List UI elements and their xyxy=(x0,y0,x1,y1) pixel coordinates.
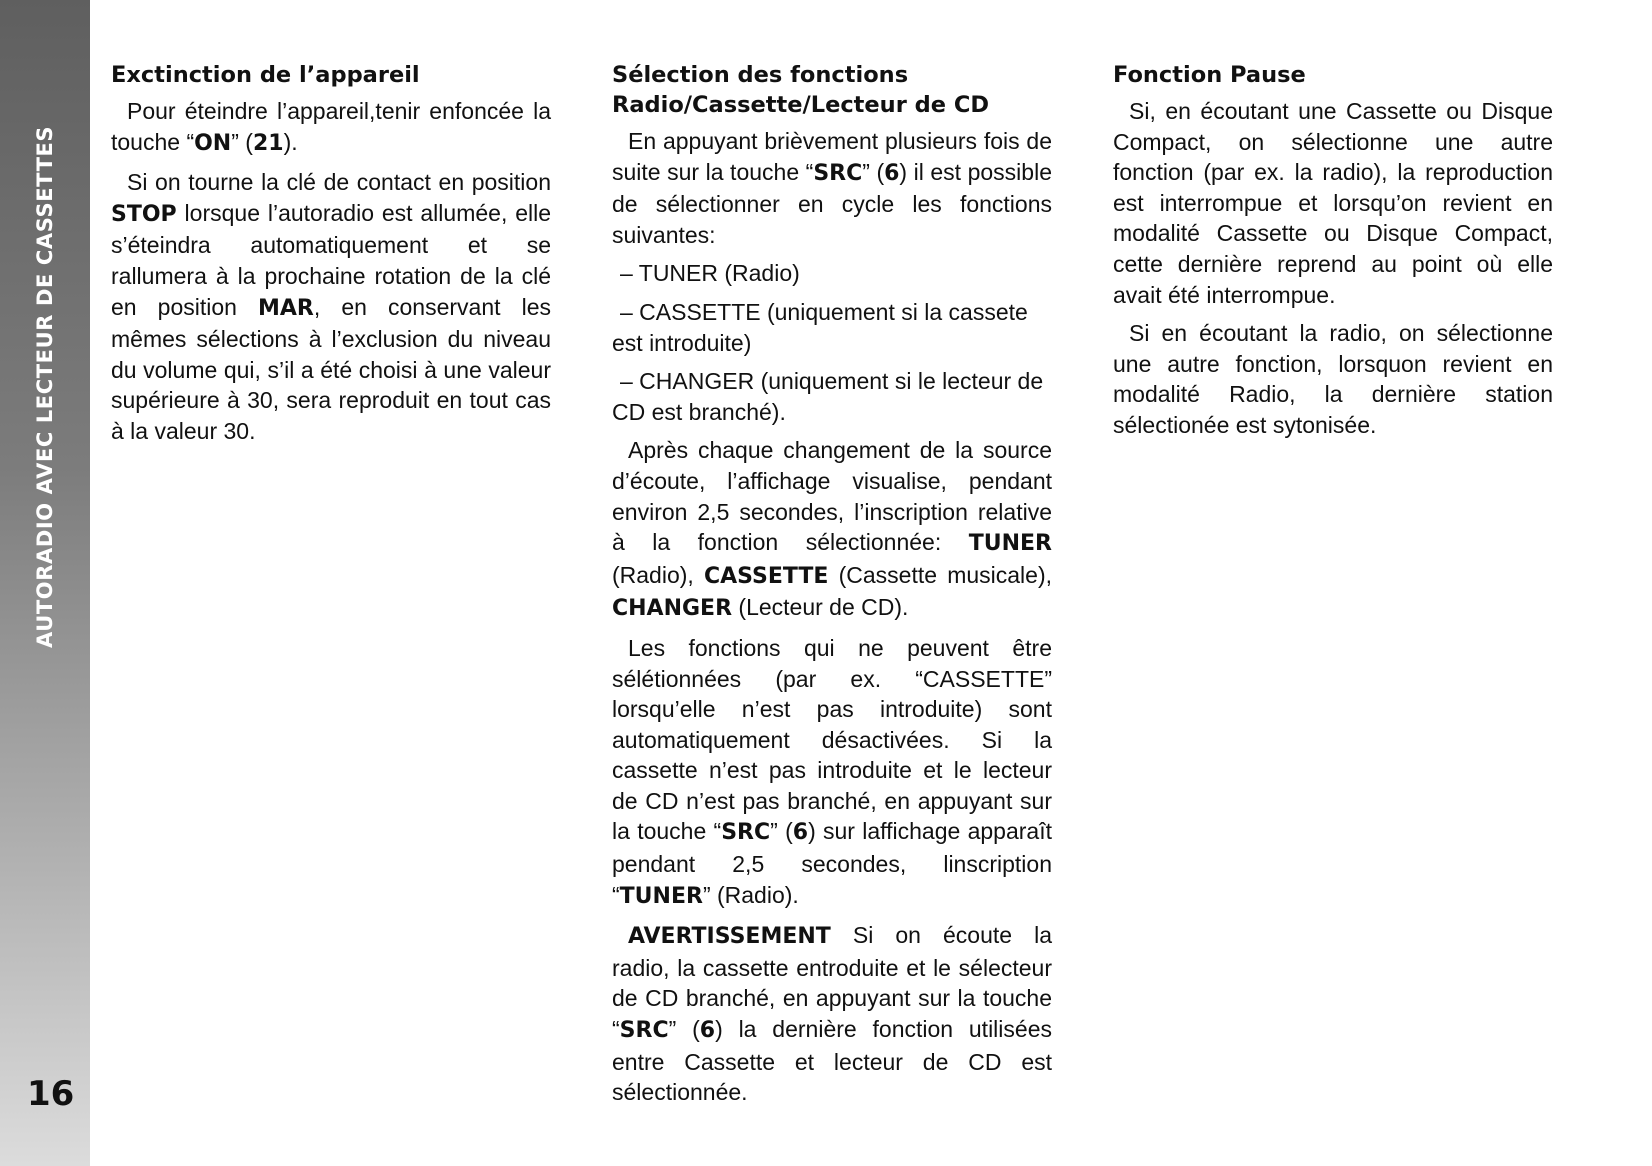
chapter-title: AUTORADIO AVEC LECTEUR DE CASSETTES xyxy=(33,125,57,648)
paragraph-fonctions: Les fonctions qui ne peuvent être sélétionnées (par ex. “CASSETTE” lorsqu’elle n’est pas introduite) sont automatiquement désactivées. Si la cassette n’est pas introduite et le lecteur de CD n’est pas branché, en appuyant sur la touche “SRC” (6) sur laffichage apparaît pendant 2,5 secondes, linscription “TUNER” (Radio). xyxy=(612,634,1052,909)
heading-pause: Fonction Pause xyxy=(1113,62,1306,88)
paragraph-avertissement: AVERTISSEMENT Si on écoute la radio, la cassette entroduite et le sélecteur de CD branché, en appuyant sur la touche “SRC” (6) la dernière fonction utilisées entre Cassette et lecteur de CD est sélectionnée. xyxy=(612,922,1052,1106)
paragraph-radio: Si en écoutant la radio, on sélectionne une autre fonction, lorsquon revient en modalité Radio, la dernière station sélectionée est sytonisée. xyxy=(1113,320,1553,438)
page-number: 16 xyxy=(27,1074,75,1114)
column-3 xyxy=(1113,60,1553,449)
column-1 xyxy=(111,60,551,455)
paragraph-affichage: Après chaque changement de la source d’écoute, l’affichage visualise, pendant environ 2,5 secondes, l’inscription relative à la fonction sélectionnée: TUNER (Radio), CASSETTE (Cassette musicale), CHANGER (Lecteur de CD). xyxy=(612,437,1052,622)
side-band xyxy=(0,0,90,1166)
column-2 xyxy=(612,60,1052,1116)
heading-selection: Sélection des fonctions Radio/Cassette/Lecteur de CD xyxy=(612,62,990,118)
paragraph-pause: Si, en écoutant une Cassette ou Disque Compact, on sélectionne une autre fonction (par ex. la radio), la reproduction est interrompue et lorsqu’on revient en modalité Cassette ou Disque Compact, cette dernière reprend au point où elle avait été interrompue. xyxy=(1113,98,1553,308)
paragraph-src: En appuyant brièvement plusieurs fois de suite sur la touche “SRC” (6) il est possible de sélectionner en cycle les fonctions suivantes: xyxy=(612,128,1052,248)
paragraph-eteindre: Pour éteindre l’appareil,tenir enfoncée la touche “ON” (21). xyxy=(111,98,551,156)
heading-exctinction: Exctinction de l’appareil xyxy=(111,62,420,88)
list-item-changer: – CHANGER (uniquement si le lecteur de CD est branché). xyxy=(612,368,1044,425)
list-item-cassette: – CASSETTE (uniquement si la cassete est introduite) xyxy=(612,298,1028,356)
paragraph-cle-contact: Si on tourne la clé de contact en position STOP lorsque l’autoradio est allumée, elle s’éteindra automatiquement et se rallumera à la prochaine rotation de la clé en position MAR, en conservant les mêmes sélections à l’exclusion du niveau du volume qui, s’il a été choisi à une valeur supérieure à 30, sera reproduit en tout cas à la valeur 30. xyxy=(111,169,551,444)
list-item-tuner: – TUNER (Radio) xyxy=(620,260,800,287)
